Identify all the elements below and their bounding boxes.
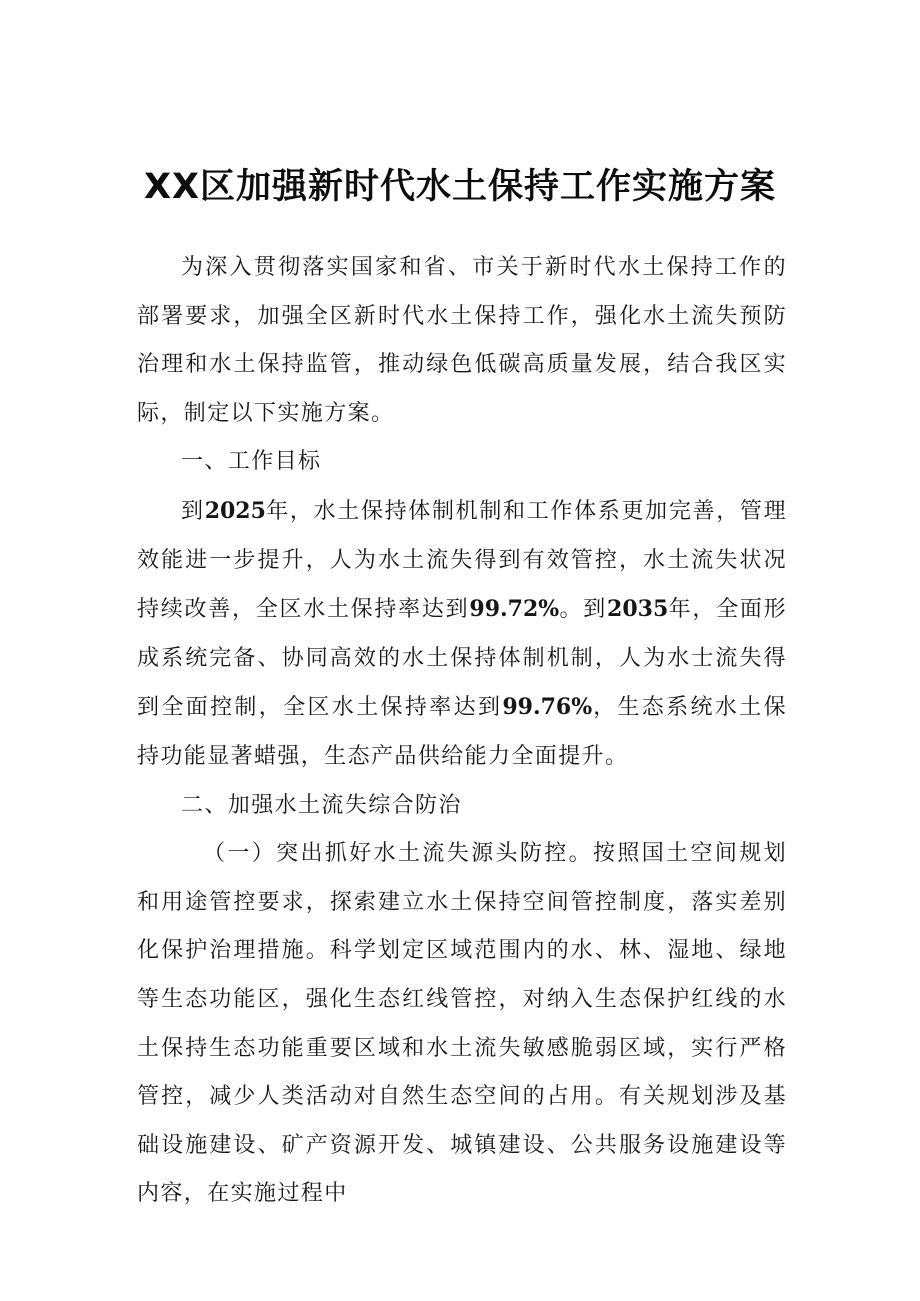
goals-text-1: 到 — [181, 498, 205, 524]
goals-text-5: ，生态系统水土保持功能显著蜡强，生态产品供给能力全面提升。 — [137, 695, 787, 769]
goals-paragraph — [137, 487, 787, 782]
target-year-2025: 2025 — [204, 497, 266, 524]
section-heading-prevention: 二、加强水土流失综合防治 — [181, 792, 462, 818]
goals-text-3: 。到 — [559, 597, 608, 623]
document-title: XX区加强新时代水土保持工作实施方案 — [144, 167, 776, 207]
section-heading-goals: 一、工作目标 — [181, 449, 322, 475]
target-rate-2025: 99.72% — [469, 596, 560, 623]
target-year-2035: 2035 — [607, 596, 669, 623]
document-body — [137, 244, 787, 1219]
goals-text-2: 年，水土保持体制机制和工作体系更加完善，管理效能进一步提升，人为水土流失得到有效管控，水土流失状况持续改善，全区水土保持率达到 — [137, 498, 787, 623]
goals-text-4: 年，全面形成系统完备、协同高效的水土保持体制机制，人为水士流失得到全面控制，全区水土保持率达到 — [137, 597, 787, 721]
target-rate-2035: 99.76% — [502, 694, 593, 721]
subsection-1-paragraph: （一）突出抓好水土流失源头防控。按照国土空间规划和用途管控要求，探索建立水土保持空间管控制度，落实差别化保护治理措施。科学划定区域范围内的水、林、湿地、绿地等生态功能区，强化生态红线管控，对纳入生态保护红线的水土保持生态功能重要区域和水土流失敏感脆弱区域，实行严格管控，减少人类活动对自然生态空间的占用。有关规划涉及基础设施建设、矿产资源开发、城镇建设、公共服务设施建设等内容，在实施过程中 — [137, 841, 787, 1207]
intro-paragraph: 为深入贯彻落实国家和省、市关于新时代水土保持工作的部署要求，加强全区新时代水土保持工作，强化水土流失预防治理和水土保持监管，推动绿色低碳高质量发展，结合我区实际，制定以下实施方案。 — [137, 255, 787, 426]
